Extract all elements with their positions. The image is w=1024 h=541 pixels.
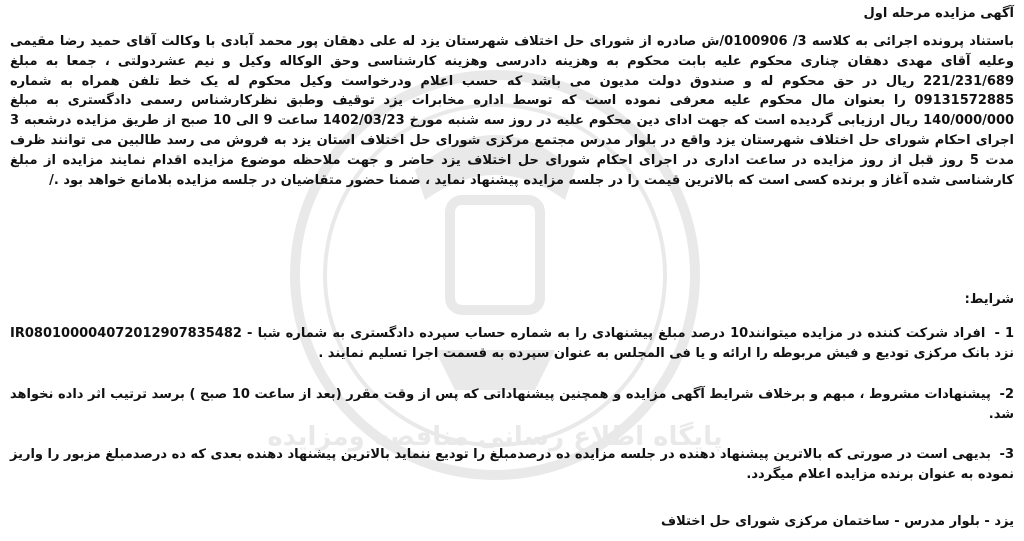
condition-number: 1 - bbox=[994, 326, 1015, 341]
notice-address: یزد - بلوار مدرس - ساختمان مرکزی شورای حل اختلاف bbox=[660, 514, 1014, 529]
notice-body: باستناد پرونده اجرائی به کلاسه 3/ 0100906/ش صادره از شورای حل اختلاف شهرستان یزد له علی دهقان پور محمد آبادی با وکالت آقای حمید رضا مقیمی وعلیه آقای مهدی دهقان چناری محکوم علیه بابت محکوم به وهزینه دادرسی وهزینه کارشناسی وحق الوکاله وکیل و نیم عشردولتی ، جمعا به مبلغ 221/231/689 ریال در حق محکوم له و صندوق دولت مدیون می باشد که حسب اعلام ودرخواست وکیل محکوم له یک خط تلفن همراه به شماره 09131572885 را بعنوان مال محکوم علیه معرفی نموده است که توسط اداره مخابرات یزد توقیف وطبق نظرکارشناس رسمی دادگستری به مبلغ 140/000/000 ریال ارزیابی گردیده است که جهت ادای دین محکوم علیه در روز سه شنبه مورخ 1402/03/23 ساعت 9 الی 10 صبح از طریق مزایده درشعبه 3 اجرای احکام شورای حل اختلاف شهرستان یزد واقع در بلوار مدرس مجتمع مرکزی شورای حل اختلاف استان یزد به فروش می رسد طالبین می توانند ظرف مدت 5 روز قبل از روز مزایده در ساعت اداری در اجرای احکام شورای حل اختلاف یزد حاضر و جهت ملاحظه موضوع مزایده اقدام نمایند مزایده از مبلغ کارشناسی شده آغاز و برنده کسی است که بالاترین قیمت را در جلسه مزایده پیشنهاد نماید ، ضمنا حضور متقاضیان در جلسه مزایده بلامانع خواهد بود ./ bbox=[10, 34, 1015, 188]
watermark-text: پایگاه اطلاع رسانی مناقصه ومزایده bbox=[267, 422, 723, 452]
conditions-heading: شرایط: bbox=[964, 292, 1014, 307]
notice-title: آگهی مزایده مرحله اول bbox=[863, 6, 1014, 21]
condition-item bbox=[10, 445, 1014, 485]
condition-number: 2- bbox=[999, 387, 1014, 402]
condition-text: بدیهی است در صورتی که بالاترین پیشنهاد دهنده در جلسه مزایده ده درصدمبلغ را تودیع ننماید بالاترین پیشنهاد دهنده بعدی که ده درصدمبلغ مزبور را واریز نموده به عنوان برنده مزایده اعلام میگردد. bbox=[10, 447, 1014, 482]
condition-number: 3- bbox=[999, 447, 1014, 462]
condition-text: افراد شرکت کننده در مزایده میتوانند10 درصد مبلغ پیشنهادی را به شماره حساب سپرده دادگستری به شماره شبا - IR080100004072012907835482 نزد بانک مرکزی تودیع و فیش مربوطه را ارائه و یا فی المجلس به عنوان سپرده به قسمت اجرا تسلیم نمایند . bbox=[10, 326, 1014, 361]
condition-item bbox=[10, 324, 1014, 364]
condition-item bbox=[10, 385, 1014, 425]
condition-text: پیشنهادات مشروط ، مبهم و برخلاف شرایط آگهی مزایده و همچنین پیشنهاداتی که پس از وقت مقرر (بعد از ساعت 10 صبح ) برسد ترتیب اثر داده نخواهد شد. bbox=[10, 387, 1014, 422]
